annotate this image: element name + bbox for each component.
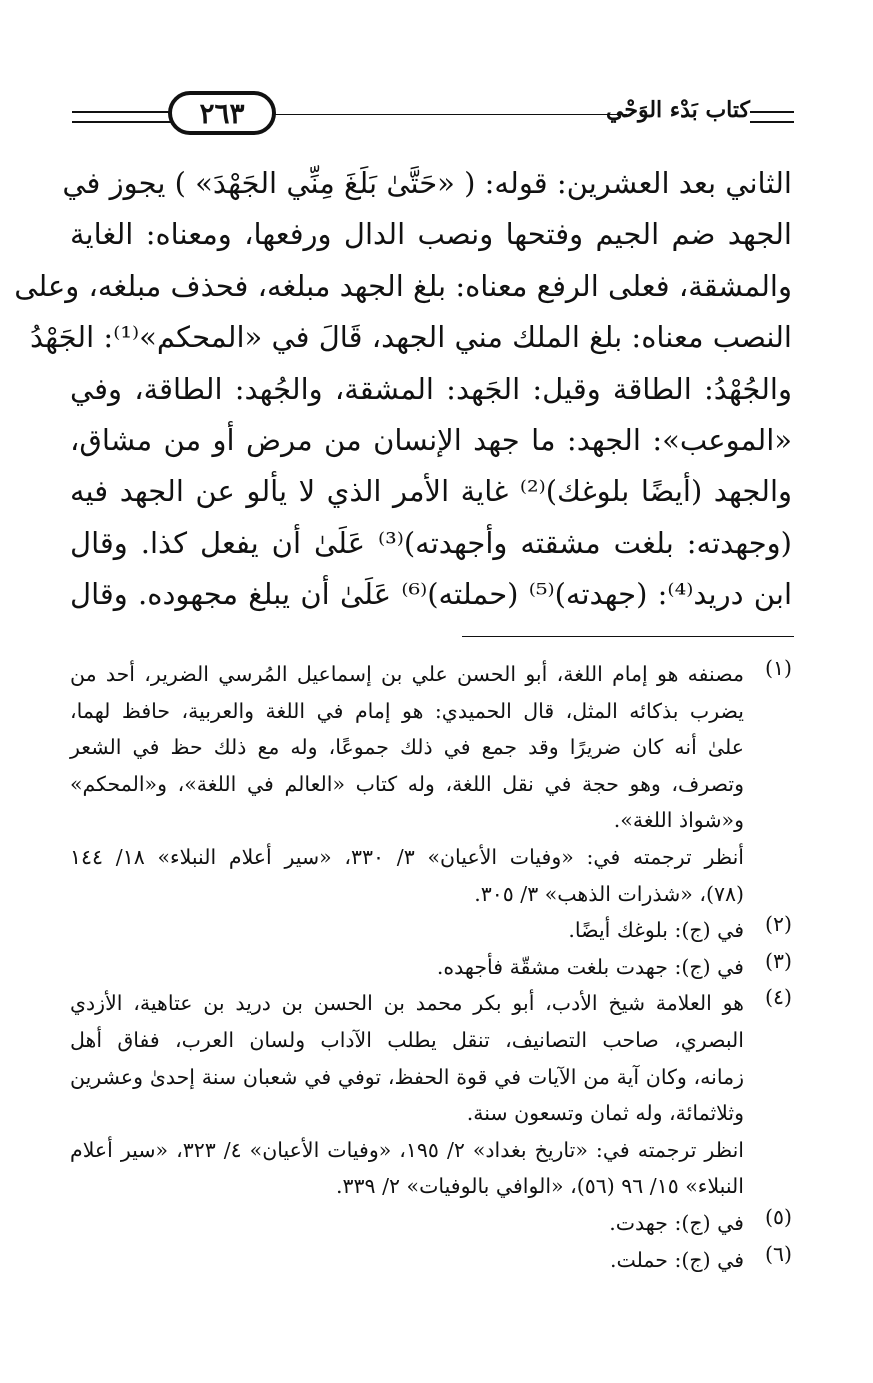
- footnote-line: في (ج): بلوغك أيضًا.: [568, 918, 744, 943]
- text-line: والجهد (أيضًا بلوغك)⁽²⁾ غاية الأمر الذي لا يألو عن الجهد فيه: [70, 474, 793, 509]
- footnote-number: (٢): [764, 912, 792, 937]
- footnote-line: وتصرف، وهو حجة في نقل اللغة، وله كتاب «العالم في اللغة»، و«المحكم»: [70, 771, 744, 796]
- text-line: «الموعب»: الجهد: ما جهد الإنسان من مرض أو من مشاق،: [70, 423, 792, 458]
- footnote-number: (١): [764, 656, 792, 680]
- footnote-line: زمانه، وكان آية من الآيات في قوة الحفظ، توفي في شعبان سنة إحدىٰ وعشرين: [70, 1064, 744, 1089]
- footnote-line: وثلاثمائة، وله ثمان وتسعون سنة.: [466, 1101, 744, 1126]
- page-number: ٢٦٣: [168, 91, 276, 135]
- text-line: والجُهْدُ: الطاقة وقيل: الجَهد: المشقة، والجُهد: الطاقة، وفي: [70, 371, 792, 406]
- footnote-line: مصنفه هو إمام اللغة، أبو الحسن علي بن إسماعيل المُرسي الضرير، أحد من: [70, 662, 744, 686]
- main-text: [14, 158, 793, 621]
- text-line: الجهد ضم الجيم وفتحها ونصب الدال ورفعها، ومعناه: الغاية: [70, 217, 792, 252]
- footnote-reference: انظر ترجمته في: «تاريخ بغداد» ٢/ ١٩٥، «وفيات الأعيان» ٤/ ٣٢٣، «سير أعلام: [70, 1137, 744, 1162]
- header-rule: [272, 114, 627, 115]
- text-line: النصب معناه: بلغ الملك مني الجهد، قَالَ في «المحكم»⁽¹⁾: الجَهْدُ: [30, 320, 792, 355]
- footnote: [70, 1205, 792, 1242]
- footnote-line: هو العلامة شيخ الأدب، أبو بكر محمد بن الحسن بن دريد بن عتاهية، الأزدي: [70, 991, 744, 1016]
- footnote: [70, 912, 792, 949]
- footnote-divider: [462, 636, 794, 637]
- footnotes: [70, 656, 792, 1278]
- text-line: والمشقة، فعلى الرفع معناه: بلغ الجهد مبلغه، فحذف مبلغه، وعلى: [14, 268, 792, 303]
- footnote-number: (٤): [764, 985, 792, 1010]
- footnote-line: و«شواذ اللغة».: [613, 808, 744, 833]
- text-line: الثاني بعد العشرين: قوله: ( «حَتَّىٰ بَلَغَ مِنِّي الجَهْدَ» ) يجوز في: [62, 166, 792, 200]
- footnote-line: يضرب بذكائه المثل، قال الحميدي: هو إمام في اللغة والعربية، حافظ لهما،: [70, 698, 744, 723]
- footnote-line: في (ج): جهدت بلغت مشقّة فأجهده.: [436, 954, 744, 979]
- footnote: [70, 949, 792, 986]
- footnote-line: البصري، صاحب التصانيف، تنقل يطلب الآداب ولسان العرب، ففاق أهل: [70, 1027, 744, 1052]
- footnote-reference: (٧٨)، «شذرات الذهب» ٣/ ٣٠٥.: [474, 881, 744, 906]
- running-title: كتاب بَدْء الوَحْي: [606, 97, 750, 123]
- footnote: [70, 656, 792, 912]
- footnote-reference: أنظر ترجمته في: «وفيات الأعيان» ٣/ ٣٣٠، «سير أعلام النبلاء» ١٨/ ١٤٤: [70, 844, 744, 869]
- footnote-line: علىٰ أنه كان ضريرًا وقد جمع في ذلك جموعًا، وله مع ذلك حظ في الشعر: [70, 735, 744, 760]
- footnote: [70, 985, 792, 1205]
- header-double-rule-left: [72, 111, 172, 123]
- text-line: (وجهدته: بلغت مشقته وأجهدته)⁽³⁾ عَلَىٰ أن يفعل كذا. وقال: [70, 525, 792, 560]
- header-double-rule-right: [750, 111, 794, 123]
- page-header: [72, 85, 794, 145]
- footnote-number: (٥): [764, 1204, 792, 1229]
- footnote: [70, 1242, 792, 1279]
- footnote-number: (٣): [764, 948, 792, 973]
- footnote-reference: النبلاء» ١٥/ ٩٦ (٥٦)، «الوافي بالوفيات» ٢/ ٣٣٩.: [335, 1174, 744, 1199]
- footnote-line: في (ج): جهدت.: [609, 1210, 744, 1235]
- text-line: ابن دريد⁽⁴⁾: (جهدته)⁽⁵⁾ (حملته)⁽⁶⁾ عَلَىٰ أن يبلغ مجهوده. وقال: [70, 577, 793, 612]
- footnote-number: (٦): [764, 1241, 792, 1266]
- footnote-line: في (ج): حملت.: [609, 1247, 744, 1272]
